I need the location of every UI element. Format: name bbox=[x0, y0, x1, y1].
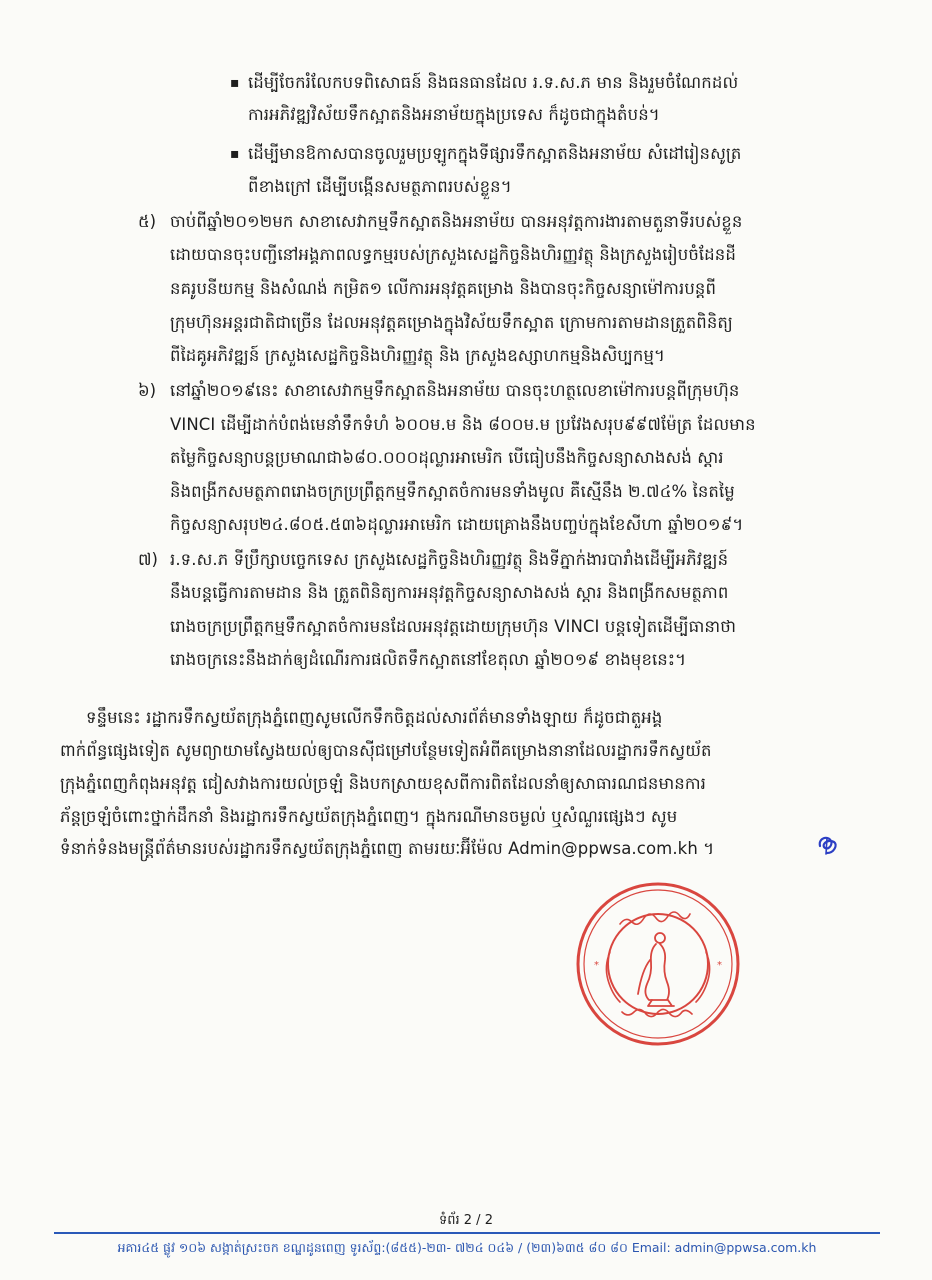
item-line: រោងចក្រប្រព្រឹត្តកម្មទឹកស្អាតចំការមនដែលអនុវត្តដោយក្រុមហ៊ុន VINCI បន្តទៀតដើម្បីធានាថា bbox=[170, 617, 737, 636]
bullet-text: ដើម្បីចែករំលែកបទពិសោធន៍ និងធនធានដែល រ.ទ.ស.ភ មាន និងរួមចំណែកដល់ bbox=[248, 73, 739, 92]
page-number: ទំព័រ 2 / 2 bbox=[439, 1213, 493, 1228]
item-number: ៦) bbox=[138, 381, 157, 400]
item-line: កិច្ចសន្យាសរុប២៤.៨០៥.៥៣៦ដុល្លារអាមេរិក ដោយគ្រោងនឹងបញ្ចប់ក្នុងខែសីហា ឆ្នាំ២០១៩។ bbox=[170, 515, 744, 534]
footer-divider bbox=[54, 1232, 880, 1234]
item-line: ពីដៃគូអភិវឌ្ឍន៍ ក្រសួងសេដ្ឋកិច្ចនិងហិរញ្ញវត្ថុ និង ក្រសួងឧស្សាហកម្មនិងសិប្បកម្ម។ bbox=[170, 346, 666, 365]
item-line: ដោយបានចុះបញ្ជីនៅអង្គភាពលទ្ធកម្មរបស់ក្រសួងសេដ្ឋកិច្ចនិងហិរញ្ញវត្ថុ និងក្រសួងរៀបចំដែនដី bbox=[170, 245, 736, 264]
item-line: នឹងបន្តធ្វើការតាមដាន និង ត្រួតពិនិត្យការអនុវត្តកិច្ចសន្យាសាងសង់ ស្ដារ និងពង្រីកសមត្ថភាព bbox=[170, 583, 729, 602]
item-line: នគរូបនីយកម្ម និងសំណង់ កម្រិត១ លើការអនុវត្តគម្រោង និងបានចុះកិច្ចសន្យាម៉ៅការបន្តពី bbox=[170, 279, 717, 298]
item-number: ៧) bbox=[138, 550, 158, 569]
item-line: រ.ទ.ស.ភ ទីប្រឹក្សាបច្ចេកទេស ក្រសួងសេដ្ឋកិច្ចនិងហិរញ្ញវត្ថុ និងទីភ្នាក់ងារបារាំងដើម្បីអភិវឌ្ឍន៍ bbox=[170, 550, 729, 569]
signature-mark bbox=[814, 832, 840, 858]
bullet-text: ដើម្បីមានឱកាសបានចូលរួមប្រឡូកក្នុងទីផ្សារទឹកស្អាតនិងអនាម័យ សំដៅរៀនសូត្រ bbox=[248, 144, 742, 163]
svg-text:*: * bbox=[594, 960, 599, 971]
bullet-marker: ▪ bbox=[230, 146, 240, 162]
official-seal bbox=[574, 880, 742, 1048]
closing-line: ទំនាក់ទំនងមន្ត្រីព័ត៌មានរបស់រដ្ឋាករទឹកស្វយ័តក្រុងភ្នំពេញ តាមរយៈអ៊ីម៉ែល Admin@ppwsa.com.kh ។ bbox=[60, 839, 715, 858]
bullet-line bbox=[248, 176, 512, 198]
closing-line: ភ័ន្តច្រឡំចំពោះថ្នាក់ដឹកនាំ និងរដ្ឋាករទឹកស្វយ័តក្រុងភ្នំពេញ។ ក្នុងករណីមានចម្ងល់ ឬសំណួរផ្សេងៗ សូម bbox=[60, 807, 678, 826]
item-line: និងពង្រីកសមត្ថភាពរោងចក្រប្រព្រឹត្តកម្មទឹកស្អាតចំការមនទាំងមូល គឺស្មើនឹង ២.៧៤% នៃតម្លៃ bbox=[170, 482, 735, 501]
item-line: នៅឆ្នាំ២០១៩នេះ សាខាសេវាកម្មទឹកស្អាតនិងអនាម័យ បានចុះហត្ថលេខាម៉ៅការបន្តពីក្រុមហ៊ុន bbox=[170, 381, 740, 400]
bullet-text: ការអភិវឌ្ឍវិស័យទឹកស្អាតនិងអនាម័យក្នុងប្រទេស ក៏ដូចជាក្នុងតំបន់។ bbox=[248, 105, 660, 124]
item-line: តម្លៃកិច្ចសន្យាបន្តប្រមាណជា៦៨០.០០០ដុល្លារអាមេរិក បើធៀបនឹងកិច្ចសន្យាសាងសង់ ស្ដារ bbox=[170, 448, 724, 467]
closing-line: ក្រុងភ្នំពេញកំពុងអនុវត្ត ជៀសវាងការយល់ច្រឡំ និងបកស្រាយខុសពីការពិតដែលនាំឲ្យសាធារណជនមានការ bbox=[60, 774, 707, 793]
bullet-line bbox=[248, 104, 660, 126]
footer-address: អគារ៤៥ ផ្លូវ ១០៦ សង្កាត់ស្រះចក ខណ្ឌដូនពេញ ទូរស័ព្ទ:(៨៥៥)-២៣- ៧២៤ ០៤៦ / (២៣)៦៣៥ ៨០ ៨០ Email: admin@ppwsa.com.kh bbox=[117, 1240, 817, 1255]
item-number: ៥) bbox=[138, 212, 157, 231]
bullet-text: ពីខាងក្រៅ ដើម្បីបង្កើនសមត្ថភាពរបស់ខ្លួន។ bbox=[248, 177, 512, 196]
item-line: VINCI ដើម្បីដាក់បំពង់មេនាំទឹកទំហំ ៦០០ម.ម និង ៨០០ម.ម ប្រវែងសរុប៩៩៧ម៉ែត្រ ដែលមាន bbox=[170, 415, 756, 434]
closing-line: ទន្ទឹមនេះ រដ្ឋាករទឹកស្វយ័តក្រុងភ្នំពេញសូមលើកទឹកចិត្តដល់សារព័ត៌មានទាំងឡាយ ក៏ដូចជាតួអង្គ bbox=[86, 708, 663, 727]
item-line: ចាប់ពីឆ្នាំ២០១២មក សាខាសេវាកម្មទឹកស្អាតនិងអនាម័យ បានអនុវត្តការងារតាមតួនាទីរបស់ខ្លួន bbox=[170, 212, 743, 231]
bullet-line bbox=[248, 72, 854, 94]
bullet-line bbox=[248, 143, 741, 165]
closing-line: ពាក់ព័ន្ធផ្សេងទៀត សូមព្យាយាមស្វែងយល់ឲ្យបានស៊ីជម្រៅបន្ថែមទៀតអំពីគម្រោងនានាដែលរដ្ឋាករទឹកស្វយ័ត bbox=[60, 741, 712, 760]
item-line: ក្រុមហ៊ុនអន្តរជាតិជាច្រើន ដែលអនុវត្តគម្រោងក្នុងវិស័យទឹកស្អាត ក្រោមការតាមដានត្រួតពិនិត្យ bbox=[170, 313, 733, 332]
bullet-marker: ▪ bbox=[230, 75, 240, 91]
svg-text:*: * bbox=[717, 960, 722, 971]
item-line: រោងចក្រនេះនឹងដាក់ឲ្យដំណើរការផលិតទឹកស្អាតនៅខែតុលា ឆ្នាំ២០១៩ ខាងមុខនេះ។ bbox=[170, 650, 687, 669]
